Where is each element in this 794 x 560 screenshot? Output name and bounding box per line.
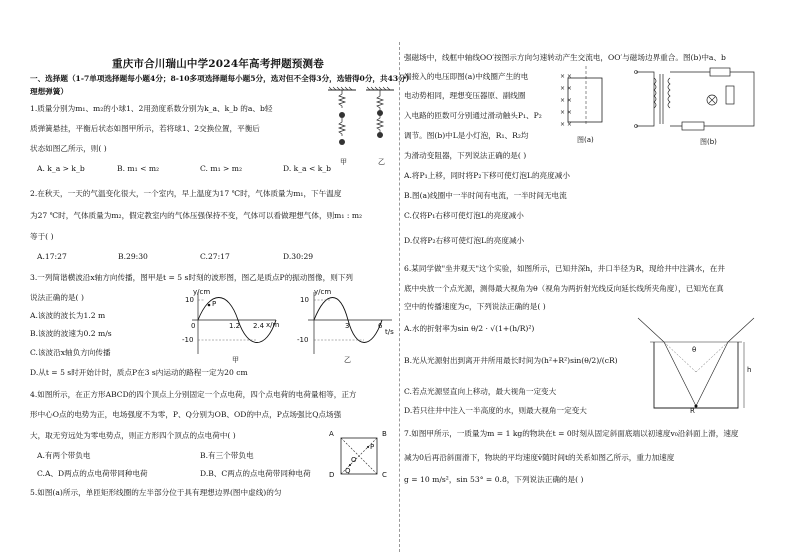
- q4-label-q: Q: [345, 467, 351, 475]
- q4-line3: 大，取无穷远处为零电势点，则正方形四个顶点的点电荷中( ): [30, 431, 236, 440]
- svg-text:× ×: × ×: [560, 109, 572, 116]
- q6-label-h: h: [747, 366, 752, 374]
- q3-jia-x2: 2.4: [253, 322, 265, 330]
- q3-jia-y-axis: y/cm: [193, 288, 211, 296]
- q3-jia-tick-bottom: -10: [182, 336, 194, 344]
- q1-option-a: A. k_a > k_b: [37, 164, 85, 173]
- q1-fig-label-jia: 甲: [340, 158, 347, 166]
- q4-option-d: D.B、C两点的点电荷带同种电荷: [200, 469, 311, 478]
- q3-option-b: B.该波的波速为0.2 m/s: [30, 329, 112, 338]
- q1-option-d: D. k_a < k_b: [283, 164, 332, 173]
- q3-jia-origin: 0: [191, 322, 196, 330]
- q6-option-a: A.水的折射率为sin θ/2 · √(1+(h/R)²): [404, 324, 535, 333]
- coil-field-figure: [556, 64, 618, 132]
- q2-option-c: C.27:17: [200, 252, 230, 261]
- q6-line1: 6.某同学做"坐井观天"这个实验，如图所示，已知井深h，井口半径为R，现给井中注满水，在井: [404, 264, 725, 273]
- q5-line1: 5.如图(a)所示，单匝矩形线圈的左半部分位于具有理想边界(图中虚线)的匀: [30, 488, 282, 497]
- svg-text:× ×: × ×: [560, 97, 572, 104]
- q5-option-c: C.仅将P₁右移可使灯泡L的亮度减小: [404, 211, 524, 220]
- q6-option-d: D.若只往井中注入一半高度的水，则最大视角一定变大: [404, 406, 587, 415]
- q6-line3: 空中的传播速度为c，下列说法正确的是( ): [404, 302, 546, 311]
- q3-option-c: C.该波沿x轴负方向传播: [30, 348, 111, 357]
- q3-jia-tick-top: 10: [185, 296, 194, 304]
- q5-fig-a-label: 图(a): [577, 136, 594, 144]
- q1-option-c: C. m₁ > m₂: [200, 164, 243, 173]
- q3-option-d: D.从t = 5 s时开始计时，质点P在3 s内运动的路程一定为20 cm: [30, 368, 248, 377]
- q3-yi-y-axis: y/cm: [314, 288, 332, 296]
- spring-figure: [326, 86, 396, 166]
- q3-jia-x-axis: x/m: [266, 321, 280, 329]
- page-title: 重庆市合川瑞山中学2024年高考押题预测卷: [112, 58, 324, 70]
- q6-option-b: B.光从光源射出到离开井所用最长时间为(h²+R²)sin(θ/2)/(cR): [404, 356, 618, 365]
- q1-option-b: B. m₁ < m₂: [117, 164, 160, 173]
- q1-fig-label-yi: 乙: [378, 158, 385, 166]
- q6-label-r: R: [690, 407, 695, 415]
- q5-fig-b-label: 图(b): [700, 138, 717, 146]
- q1-line2: 质弹簧悬挂，平衡后状态如图甲所示，若将球1、2交换位置，平衡后: [30, 124, 260, 133]
- section-heading: 一、选择题（1-7单项选择题每小题4分；8-10多项选择题每小题5分，选对但不全得3分，选错得0分，共43分）: [30, 74, 414, 83]
- q1-line3: 状态如图乙所示，则( ): [30, 144, 107, 153]
- q6-option-c: C.若点光源竖直向上移动，最大视角一定变大: [404, 387, 557, 396]
- spring-icon: [328, 87, 394, 145]
- q2-option-a: A.17:27: [37, 252, 67, 261]
- q4-line1: 4.如图所示，在正方形ABCD的四个顶点上分别固定一个点电荷，四个点电荷的电荷量相等，正方: [30, 390, 357, 399]
- q5-line6: 调节。图(b)中L是小灯泡，R₁、R₂均: [404, 131, 529, 140]
- q3-fig-jia: 甲: [232, 356, 239, 364]
- q2-line2: 为27 ℃时，气体质量为m₂，假定教室内的气体压强保持不变，气体可以看做理想气体，则m₁ : m₂: [30, 211, 363, 220]
- q5-line2: 强磁场中，线框中轴线OO′按图示方向匀速转动产生交流电，OO′与磁场边界重合。图(b)中a、b: [404, 53, 726, 62]
- q6-line2: 底中央放一个点光源，测得最大视角为θ（视角为两折射光线反向延长线所夹角度），已知光在真: [404, 284, 724, 293]
- q7-line2: 减为0后再沿斜面滑下，物块的平均速度v̄随时间t的关系如图乙所示，重力加速度: [404, 453, 675, 462]
- q5-option-d: D.仅将P₂右移可使灯泡L的亮度减小: [404, 236, 525, 245]
- q3-yi-x1: 3: [345, 322, 350, 330]
- q3-jia-x1: 1.2: [229, 322, 241, 330]
- q4-label-d: D: [329, 471, 335, 479]
- q3-fig-yi: 乙: [344, 356, 351, 364]
- q2-option-d: D.30:29: [283, 252, 314, 261]
- q3-yi-x-axis: t/s: [385, 328, 394, 336]
- q5-option-a: A.将P₁上移，同时将P₂下移可使灯泡L的亮度减小: [404, 171, 570, 180]
- q1-line1: 1.质量分别为m₁、m₂的小球1、2用劲度系数分别为k_a、k_b 的a、b轻: [30, 104, 273, 113]
- section-heading-cont: 理想弹簧）: [30, 87, 68, 96]
- q7-line1: 7.如图甲所示，一质量为m = 1 kg的物块在t = 0时刻从固定斜面底端以初速度v₀沿斜面上滑，速度: [404, 429, 739, 438]
- q4-label-p: P: [370, 443, 375, 451]
- q4-option-b: B.有三个带负电: [200, 451, 254, 460]
- well-figure: [636, 312, 756, 412]
- square-charge-figure: [335, 432, 383, 480]
- q4-option-c: C.A、D两点的点电荷带同种电荷: [37, 469, 148, 478]
- svg-text:× ×: × ×: [560, 85, 572, 92]
- q3-yi-tick-top: 10: [300, 296, 309, 304]
- q5-line7: 为滑动变阻器，下列说法正确的是( ): [404, 151, 527, 160]
- q3-yi-x2: 6: [378, 322, 383, 330]
- q5-line3: 端接入的电压即图(a)中线圈产生的电: [404, 72, 529, 81]
- q5-line5: 入电路的匝数可分别通过滑动触头P₁、P₂: [404, 111, 542, 120]
- q3-line2: 说法正确的是( ): [30, 293, 84, 302]
- svg-text:× ×: × ×: [560, 121, 572, 128]
- q2-line3: 等于( ): [30, 232, 54, 241]
- q3-yi-tick-bottom: -10: [297, 336, 309, 344]
- q3-point-p: P: [212, 300, 217, 308]
- q5-line4: 电动势相同，理想变压器原、副线圈: [404, 91, 526, 100]
- q4-label-a: A: [329, 430, 334, 438]
- q6-label-theta: θ: [692, 346, 697, 354]
- column-divider: [399, 42, 400, 552]
- q4-label-o: O: [351, 456, 357, 464]
- q2-option-b: B.29:30: [118, 252, 148, 261]
- transformer-circuit: [630, 56, 760, 136]
- q4-line2: 形中心O点的电势为正，电场强度不为零，P、Q分别为OB、OD的中点，P点场强比Q点场强: [30, 410, 342, 419]
- q7-line3: g = 10 m/s²，sin 53° = 0.8，下列说法正确的是( ): [404, 475, 584, 484]
- q5-option-b: B.图(a)线圈中一半时间有电流，一半时间无电流: [404, 191, 567, 200]
- q4-label-c: C: [382, 471, 387, 479]
- svg-text:× ×: × ×: [560, 73, 572, 80]
- q3-option-a: A.该波的波长为1.2 m: [30, 311, 106, 320]
- q3-line1: 3.一列简谐横波沿x轴方向传播，图甲是t = 5 s时刻的波形图，图乙是质点P的振动图像，则下列: [30, 273, 353, 282]
- q4-label-b: B: [382, 430, 387, 438]
- q4-option-a: A.有两个带负电: [37, 451, 91, 460]
- q2-line1: 2.在秋天，一天的气温变化很大，一个室内，早上温度为17 ℃时，气体质量为m₁，下午温度: [30, 189, 342, 198]
